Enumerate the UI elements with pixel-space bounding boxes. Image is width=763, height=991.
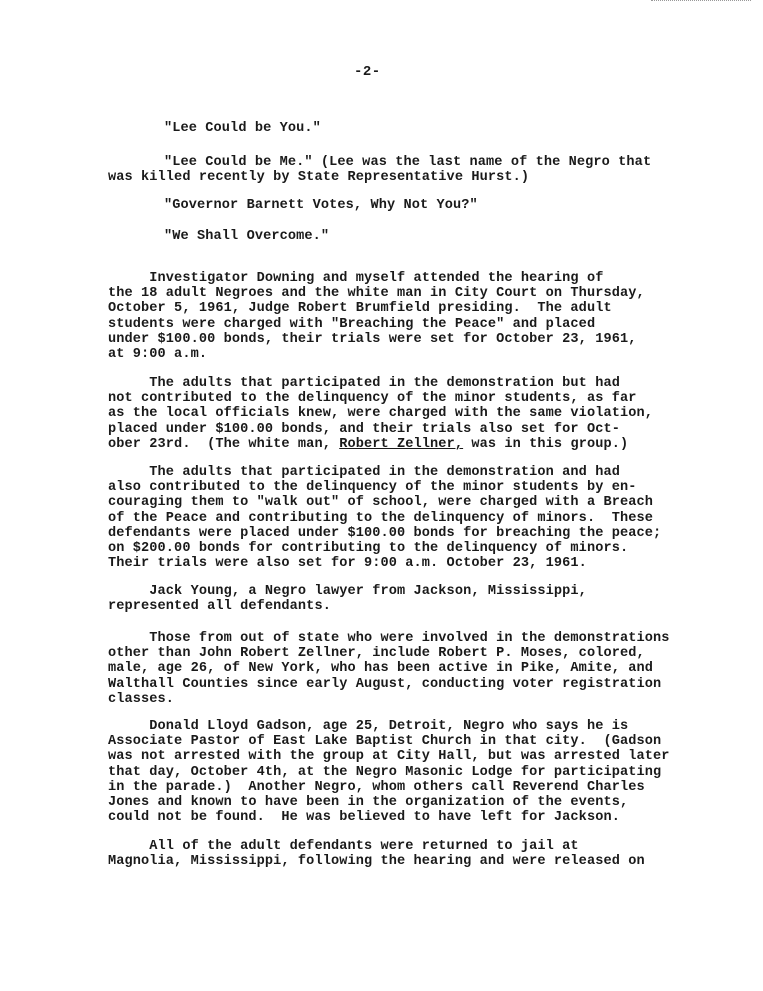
paragraph-adults-not-contributing (108, 376, 728, 452)
slogan-1: "Lee Could be You." (164, 121, 321, 136)
slogan-2: "Lee Could be Me." (Lee was the last name of the Negro that was killed recently by State Representative Hurst.) (108, 155, 652, 186)
paragraph-adults-text: The adults that participated in the demonstration but had not contributed to the delinquency of the minor students, as far as the local officials knew, were charged with the same violation, placed under $100.00 bonds, and their trials also set for Oct- ober 23rd. (The white man, (108, 376, 653, 452)
paragraph-hearing: Investigator Downing and myself attended the hearing of the 18 adult Negroes and the white man in City Court on Thursday, October 5, 1961, Judge Robert Brumfield presiding. The adult students were charged with "Breaching the Peace" and placed under $100.00 bonds, their trials were set for October 23, 1961, at 9:00 a.m. (108, 271, 645, 363)
paragraph-adults-contributing: The adults that participated in the demonstration and had also contributed to the delinquency of the minor students by en- couraging them to "walk out" of school, were charged with a Breach of the Peace and contributing to the delinquency of minors. These defendants were placed under $100.00 bonds for breaching the peace; on $200.00 bonds for contributing to the delinquency of minors. Their trials were also set for 9:00 a.m. October 23, 1961. (108, 465, 662, 572)
corner-rule (651, 0, 751, 1)
paragraph-returned-to-jail: All of the adult defendants were returned to jail at Magnolia, Mississippi, following the hearing and were released on (108, 839, 645, 870)
paragraph-adults-tail: was in this group.) (463, 436, 629, 452)
slogan-4: "We Shall Overcome." (164, 229, 330, 244)
paragraph-gadson: Donald Lloyd Gadson, age 25, Detroit, Negro who says he is Associate Pastor of East Lake Baptist Church in that city. (Gadson was not arrested with the group at City Hall, but was arrested later that day, October 4th, at the Negro Masonic Lodge for participating in the parade.) Another Negro, whom others call Reverend Charles Jones and known to have been in the organization of the events, could not be found. He was believed to have left for Jackson. (108, 719, 670, 826)
page-number: -2- (354, 64, 381, 80)
paragraph-out-of-state: Those from out of state who were involved in the demonstrations other than John Robert Zellner, include Robert P. Moses, colored, male, age 26, of New York, who has been active in Pike, Amite, and Walthall Counties since early August, conducting voter registration classes. (108, 631, 670, 707)
paragraph-lawyer: Jack Young, a Negro lawyer from Jackson, Mississippi, represented all defendants. (108, 584, 587, 615)
underlined-name: Robert Zellner, (339, 436, 464, 452)
slogan-3: "Governor Barnett Votes, Why Not You?" (164, 198, 478, 213)
